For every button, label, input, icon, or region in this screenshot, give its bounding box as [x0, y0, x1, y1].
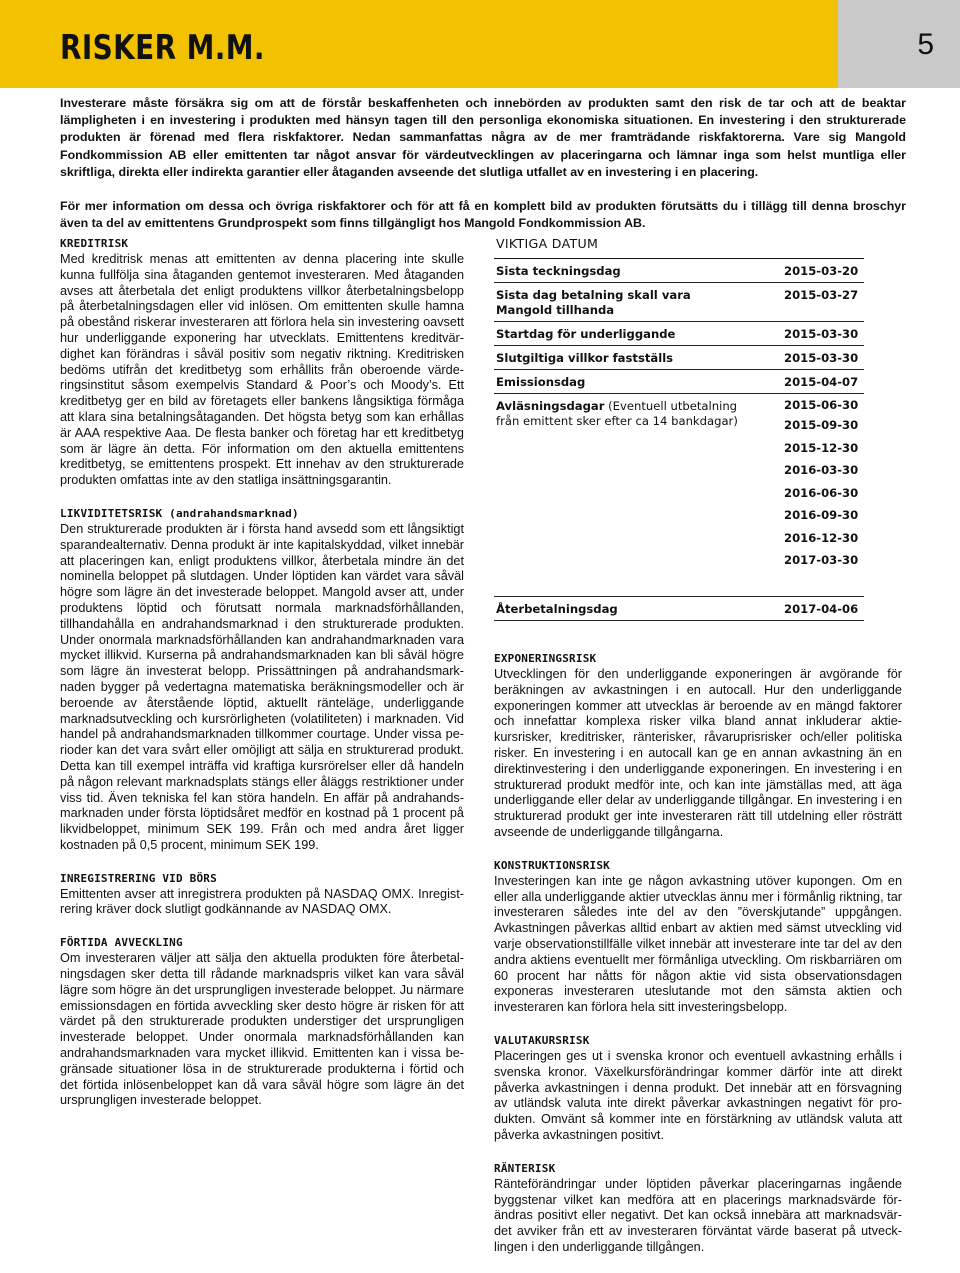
observation-date-list	[784, 394, 864, 596]
section-heading: INREGISTRERING VID BÖRS	[60, 871, 217, 885]
date-value: 2015-03-20	[784, 264, 859, 278]
section-heading: VALUTAKURSRISK	[494, 1033, 590, 1047]
section-ranterisk	[494, 1161, 902, 1256]
date-row	[494, 346, 864, 370]
observation-date: 2015-06-30	[784, 398, 859, 412]
date-label: Återbetalningsdag	[496, 602, 618, 616]
date-row	[494, 283, 864, 322]
section-body: Investeringen kan inte ge någon avkastning utöver kupongen. Om en eller alla underliggande aktier utvecklas ännu mer i förmånlig riktning, tar investeraren således inte del av den ”överskjutande” uppgången. Avkastningen påverkas alltid enbart av aktien med sämst utveckling vid varje observationstillfälle vilket innebär att investerare inte tar del av den andra aktiens eventuellt mer förmånliga utveckling. Om riskbarriären om 60 procent har nåtts för någon aktie vid sista observationsdagen exponeras investeraren uteslutande mot den sämsta aktien och investeraren kan förlora hela sitt investeringsbelopp.	[494, 873, 902, 1015]
section-body: Placeringen ges ut i svenska kronor och eventuell avkastning erhålls i svenska kronor. Växelkursförändringar kommer därför inte att direkt påverka avkastningen i denna produkt. Det innebär att en försvagning av utländsk valuta inte direkt påverkar avkastningen negativt för produkten. Omvänt så kommer inte en förstärkning av utländsk valuta att påverka avkastningen positivt.	[494, 1048, 902, 1142]
date-label: Emissionsdag	[496, 375, 586, 389]
section-body: Utvecklingen för den underliggande exponeringen är avgörande för beräkningen av avkastningen i en autocall. Hur den underliggande exponeringen kommer att utvecklas är beroende av en mängd faktorer och innefattar komplexa risker vilka bland annat inkluderar aktiekursrisker, kreditrisker, ränterisker, råvaruprisrisker och/eller politiska risker. En investering i en autocall kan ge en annan avkastning än en direktinvestering i den underliggande exponeringen. En investering i en strukturerad produkt medför inte, och kan inte jämställas med, att äga underliggande eller delar av underliggande tillgångar. En investering i en strukturerad produkt ger inte investeraren rätt till utdelning eller rösträtt avseende de underliggande tillgångarna.	[494, 667, 902, 839]
page-title: RISKER M.M.	[60, 28, 265, 68]
section-kreditrisk	[60, 236, 464, 489]
header-band	[0, 0, 960, 88]
date-row	[494, 597, 864, 621]
section-heading: FÖRTIDA AVVECKLING	[60, 936, 183, 950]
section-heading: EXPONERINGSRISK	[494, 652, 597, 665]
date-value: 2015-03-27	[784, 288, 859, 302]
section-konstruktionsrisk	[494, 858, 902, 1016]
date-row	[494, 322, 864, 346]
section-exponeringsrisk	[494, 651, 902, 841]
section-heading: KONSTRUKTIONSRISK	[494, 858, 610, 872]
date-row	[494, 259, 864, 283]
left-column	[60, 236, 464, 1126]
intro-text	[60, 95, 906, 232]
observation-date: 2016-03-30	[784, 463, 859, 477]
date-row	[494, 370, 864, 394]
section-body: Om investeraren väljer att sälja den aktuella produkten före återbetalningsdagen sker detta till rådande marknadspris vilket kan vara såväl lägre som högre än det ursprungligen investerade beloppet. Ju närmare emissionsdagen en förtida avveckling sker desto högre är risken för att värdet på den strukturerade produkten understiger det ursprungligen investerade beloppet. Under onormala marknadsförhållanden kan andrahandsmarknaden vara mycket illikvid. Emittenten kan i vissa begränsade situationer lösa in de strukturerade produkterna i förtid och det förtida inlösenbeloppet kan då vara såväl högre som lägre än det ursprungligen investerade beloppet.	[60, 951, 464, 1108]
observation-date: 2016-09-30	[784, 508, 859, 522]
date-value: 2017-04-06	[784, 602, 859, 616]
observation-note: (Eventuell utbetalning från emittent sker efter ca 14 bankdagar)	[496, 399, 738, 428]
date-value: 2015-03-30	[784, 327, 859, 341]
intro-paragraph: För mer information om dessa och övriga riskfaktorer och för att få en komplett bild av produkten förutsätts du i tillägg till denna broschyr även ta del av emittentens Grundprospekt som finns tillgängligt hos Mangold Fondkommission AB.	[60, 199, 906, 231]
section-valutakursrisk	[494, 1033, 902, 1144]
date-label: Sista teckningsdag	[496, 264, 621, 278]
page-number-box	[838, 0, 960, 88]
date-value: 2015-04-07	[784, 375, 859, 389]
date-label: Sista dag betalning skall vara Mangold tillhanda	[496, 288, 691, 317]
section-body: Den strukturerade produkten är i första hand avsedd som ett långsiktigt sparandealternativ. Denna produkt är inte kapitalskyddad, vilket innebär att placeringen kan, enligt produktens villkor, återbetala mindre än det nominella beloppet på slutdagen. Under löptiden kan värdet vara såväl högre som lägre än det investerade beloppet. Mangold avser att, under produktens löptid och förutsatt normala marknadsförhållanden, tillhandahålla en andrahandsmarknad i den strukturerade produkten. Under onormala marknadsförhållanden kan andrahandmarknaden vara mycket illikvid. Kurserna på andrahandsmarknaden kan bli såväl högre som lägre än investerat belopp. Prissättningen på andrahandsmarknaden bygger på vedertagna matematiska beräkningsmodeller och är beroende av återstående löptid, aktuellt ränteläge, underliggande marknadsutveckling och kursrörligheten (volatiliteten) i marknaden. Vid handel på andrahandsmarknaden tillkommer courtage. Under vissa perioder kan det vara svårt eller omöjligt att sälja en strukturerad produkt. Detta kan till exempel inträffa vid kraftiga kursrörelser eller då handeln på någon relevant marknadsplats stängs eller åläggs restriktioner under viss tid. Även tekniska fel kan störa handeln. En affär på andrahandsmarknaden under första löptidsåret medför en kostnad på 1 procent på likvidbeloppet, minimum SEK 199. Från och med andra året ligger kostnaden på 0,5 procent, minimum SEK 199.	[60, 521, 464, 852]
dates-title: VIKTIGA DATUM	[494, 236, 864, 259]
observation-dates-row	[494, 394, 864, 597]
observation-date: 2015-12-30	[784, 440, 859, 455]
section-likviditetsrisk	[60, 506, 464, 854]
date-label: Startdag för underliggande	[496, 327, 676, 341]
observation-label: Avläsningsdagar	[496, 399, 605, 413]
date-label	[494, 394, 746, 596]
observation-date: 2017-03-30	[784, 553, 859, 567]
date-value: 2015-03-30	[784, 351, 859, 365]
section-heading: KREDITRISK	[60, 237, 129, 250]
section-heading: RÄNTERISK	[494, 1161, 556, 1175]
section-fortida-avveckling	[60, 935, 464, 1109]
observation-date: 2016-12-30	[784, 530, 859, 545]
section-body: Med kreditrisk menas att emittenten av denna placering inte skulle kunna fullfölja sina åtaganden gentemot investeraren. Med åtaganden avses att återbetala det enligt produktens villkor återbetalningsbelopp på återbetalningsdagen eller vid inlösen. Om emittenten skulle hamna på obestånd riskerar investeraren att förlora hela sin investering oavsett hur underliggande exponering har utvecklats. Emittentens kreditvärdighet kan förändras i såväl positiv som negativ riktning. Kreditrisken bedöms utifrån det kreditbetyg som erhållits från oberoende värderingsinstitut såsom exempelvis Standard & Poor’s och Moody’s. Ett kreditbetyg ger en bild av företagets eller bankens långsiktiga förmåga att klara sina betalningsåtaganden. Det högsta betyg som kan erhållas är AAA respektive Aaa. De flesta banker och företag har ett kreditbetyg som är lägre än detta. För information om den aktuella emittentens kreditbetyg, se emittentens prospekt. Ett innehav av den strukturerade produkten omfattas inte av den statliga insättningsgarantin.	[60, 252, 464, 488]
section-inregistrering	[60, 871, 464, 919]
section-heading: LIKVIDITETSRISK (andrahandsmarknad)	[60, 506, 299, 520]
intro-paragraph: Investerare måste försäkra sig om att de förstår beskaffenheten och innebörden av produkten samt den risk de tar och att de beaktar lämpligheten i en investering i produkten med hänsyn tagen till den personliga ekonomiska situationen. En investering i den strukturerade produkten är förenad med flera riskfaktorer. Nedan sammanfattas några av de mer framträdande riskfaktorerna. Vare sig Mangold Fondkommission AB eller emittenten tar något ansvar för värdeutvecklingen av placeringarna och lämnar inga som helst muntliga eller skriftliga, direkta eller indirekta garantier eller åtaganden avseende det slutliga utfallet av en investering i en placering.	[60, 96, 906, 179]
page-number: 5	[917, 28, 934, 61]
observation-date: 2015-09-30	[784, 418, 859, 432]
date-label: Slutgiltiga villkor fastställs	[496, 351, 674, 365]
section-body: Emittenten avser att inregistrera produkten på NASDAQ OMX. Inregistrering kräver dock slutligt godkännande av NASDAQ OMX.	[60, 886, 464, 917]
right-column	[494, 236, 902, 1273]
important-dates-table	[494, 236, 864, 621]
section-body: Ränteförändringar under löptiden påverkar placeringarnas ingående byggstenar vilket kan medföra att en placerings marknadsvärde förändras positivt eller negativt. Det kan också innebära att marknadsvärdet avviker från ett av investeraren förväntat värde baserat på utvecklingen i den underliggande tillgången.	[494, 1176, 902, 1254]
observation-date: 2016-06-30	[784, 485, 859, 500]
